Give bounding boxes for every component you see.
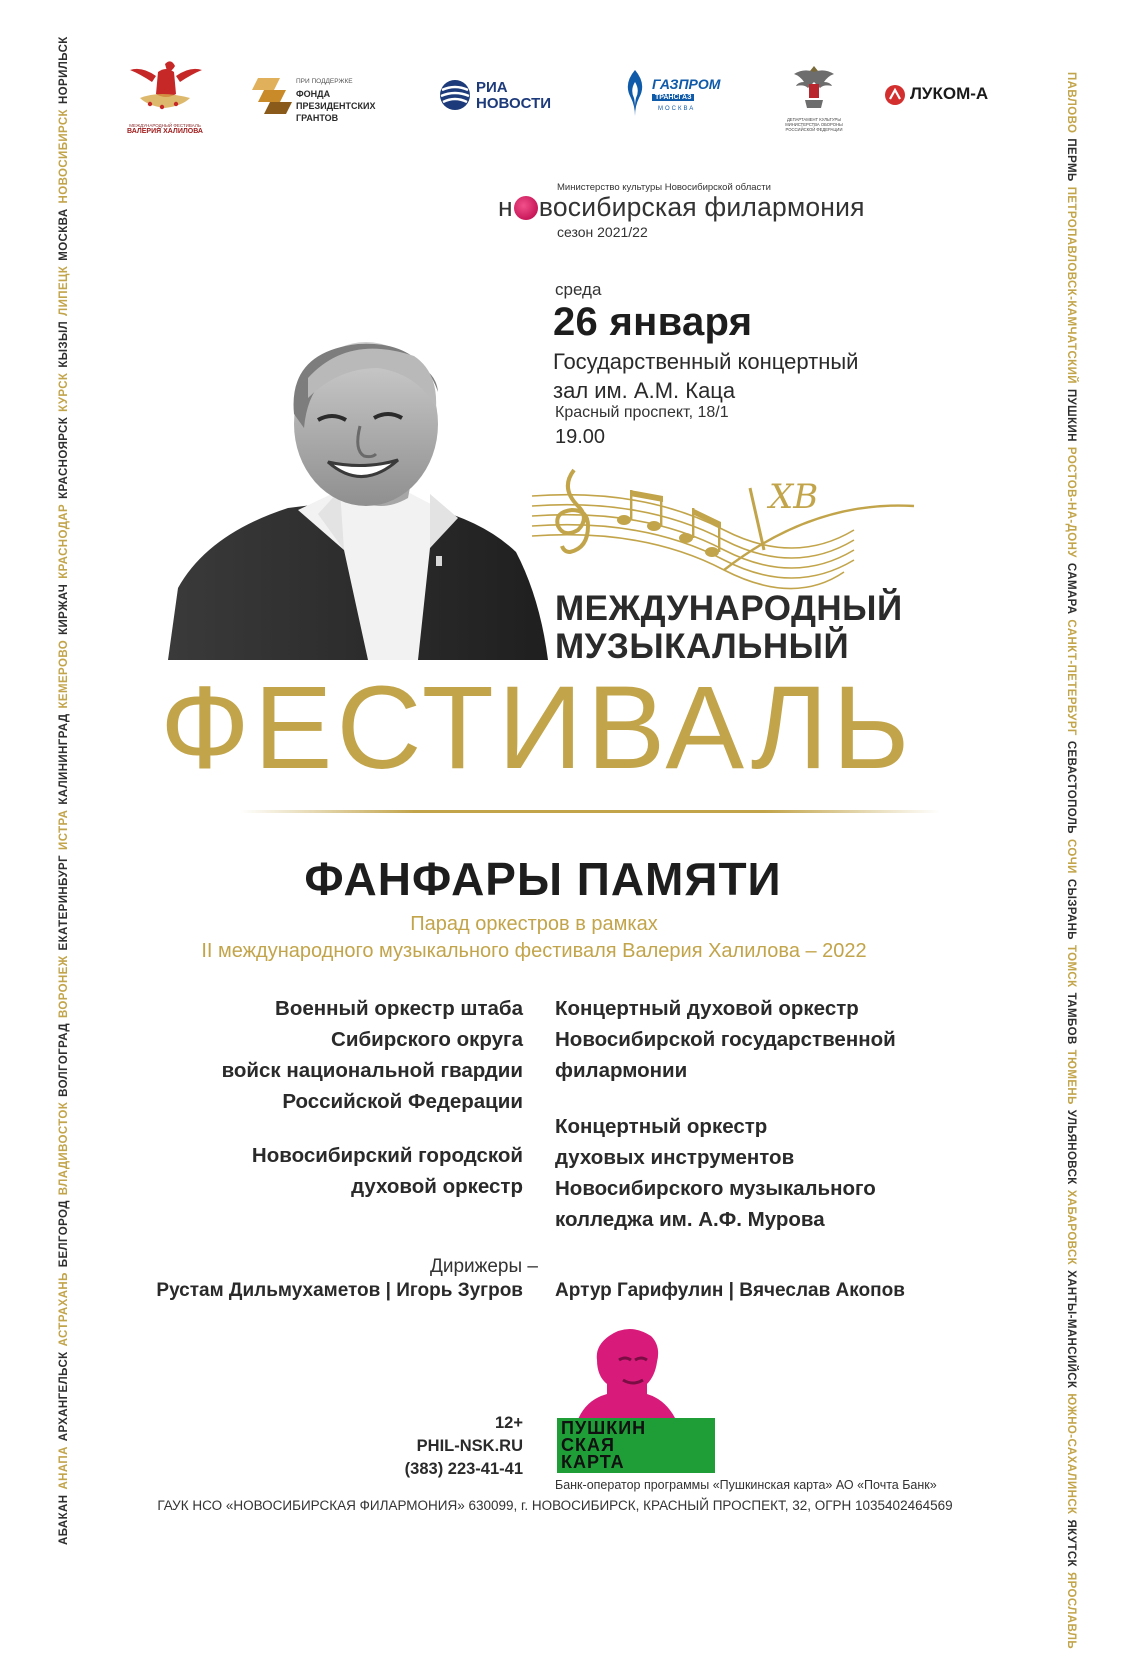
concert-subtitle-2: II международного музыкального фестиваля Валерия Халилова – 2022 [201,940,867,962]
festival-monogram: ХВ [769,477,819,517]
side-city-name: ТЮМЕНЬ [1065,1049,1077,1105]
concert-subtitle-1: Парад оркестров в рамках [410,913,658,935]
presidential-grants-icon [252,72,294,114]
phone-number[interactable]: (383) 223-41-41 [404,1460,523,1478]
side-city-name: НОВОСИБИРСК [58,109,70,204]
grants-top-line: ПРИ ПОДДЕРЖКЕ [296,78,353,85]
pushkin-label-line-3: КАРТА [561,1452,625,1472]
ministry-caption: Министерство культуры Новосибирской области [557,182,771,193]
orchestra-line: колледжа им. А.Ф. Мурова [555,1208,825,1231]
gold-divider [240,810,940,813]
conductor-portrait [168,338,548,660]
event-time: 19.00 [555,426,606,448]
grants-line-3: ГРАНТОВ [296,113,339,123]
orchestra-city-brass [252,1140,523,1202]
conductors-right: Артур Гарифулин | Вячеслав Акопов [555,1280,905,1301]
festival-title: ФЕСТИВАЛЬ [160,662,914,794]
side-city-name: СОЧИ [1065,838,1077,874]
lukom-emblem-icon [884,84,906,106]
pushkin-card-logo [555,1326,711,1474]
side-city-name: ЕКАТЕРИНБУРГ [58,854,70,951]
pushkin-card-label [557,1418,715,1473]
pushkin-label-line-2: СКАЯ [561,1435,615,1455]
side-city-name: КЫЗЫЛ [58,320,70,368]
pushkin-bust-icon [569,1326,689,1422]
ria-globe-icon [438,78,472,112]
contacts-block [405,1412,523,1481]
orchestra-line: духовых инструментов [555,1146,795,1169]
side-city-name: НОРИЛЬСК [58,36,70,105]
ria-line-2: НОВОСТИ [476,95,552,112]
gazprom-flame-icon [620,68,650,118]
orchestra-murov-college [555,1111,876,1235]
side-city-name: ВОЛГОГРАД [58,1023,70,1097]
side-city-name: ИСТРА [58,809,70,850]
side-city-name: МОСКВА [58,208,70,261]
event-date: 26 января [553,300,753,344]
side-city-name: ХАБАРОВСК [1065,1189,1077,1266]
orchestra-line: Концертный духовой оркестр [555,997,859,1020]
philharmonic-name-prefix: н [498,192,513,222]
gazprom-transgaz-logo [620,68,720,122]
side-city-name: АНАПА [58,1446,70,1490]
orchestra-line: Военный оркестр штаба [275,997,523,1020]
side-city-name: ЛИПЕЦК [58,265,70,316]
side-city-name: АРХАНГЕЛЬСК [58,1351,70,1442]
side-city-name: АСТРАХАНЬ [58,1272,70,1347]
lukom-a-logo [884,82,1024,112]
ria-novosti-logo [438,78,578,118]
conductors-left: Рустам Дильмухаметов | Игорь Зугров [156,1280,523,1301]
khalilov-festival-logo [115,58,215,136]
side-city-name: ПУШКИН [1065,388,1077,442]
side-city-name: КРАСНОДАР [58,503,70,579]
presidential-grants-logo [252,72,412,132]
side-city-name: САМАРА [1065,562,1077,615]
side-city-name: КИРЖАЧ [58,583,70,635]
venue-line-2: зал им. А.М. Каца [553,378,736,403]
orchestra-line: Новосибирского музыкального [555,1177,876,1200]
event-venue [553,347,858,405]
khalilov-logo-name: ВАЛЕРИЯ ХАЛИЛОВА [127,128,203,135]
age-rating: 12+ [495,1414,523,1432]
season-label: сезон 2021/22 [557,224,648,240]
side-city-name: КУРСК [58,372,70,412]
side-city-name: ЯРОСЛАВЛЬ [1065,1571,1077,1650]
orchestra-line: Новосибирской государственной [555,1028,896,1051]
orchestra-line: Концертный оркестр [555,1115,768,1138]
side-city-name: БЕЛГОРОД [58,1200,70,1268]
music-ornament [524,460,924,590]
event-address: Красный проспект, 18/1 [555,404,729,421]
footer-legal: ГАУК НСО «НОВОСИБИРСКАЯ ФИЛАРМОНИЯ» 630099, г. НОВОСИБИРСК, КРАСНЫЙ ПРОСПЕКТ, 32, ОГРН 1035402464569 [157,1498,953,1513]
side-city-name: ПЕТРОПАВЛОВСК-КАМЧАТСКИЙ [1065,186,1077,384]
side-city-name: КРАСНОЯРСК [58,416,70,499]
grants-line-2: ПРЕЗИДЕНТСКИХ [296,101,376,111]
side-city-name: ПЕРМЬ [1065,138,1077,182]
side-city-name: ЯКУТСК [1065,1519,1077,1567]
event-weekday: среда [555,280,602,299]
orchestra-line: Новосибирский городской [251,1144,523,1167]
treble-clef-icon [557,470,588,552]
eagle-emblem-icon [791,62,837,110]
website-link[interactable]: PHIL-NSK.RU [416,1437,523,1455]
grants-line-1: ФОНДА [296,89,331,99]
orchestra-line: духовой оркестр [351,1175,523,1198]
military-culture-department-logo [778,62,850,136]
gazprom-line-3: МОСКВА [658,106,696,112]
gazprom-line-2: ТРАНСГАЗ [652,94,694,101]
side-city-name: КЕМЕРОВО [58,639,70,709]
side-city-name: ПАВЛОВО [1065,72,1077,134]
orchestra-philharmonic-brass [555,993,896,1086]
side-city-name: САНКТ-ПЕТЕРБУРГ [1065,619,1077,736]
orchestra-line: филармонии [555,1059,688,1082]
side-city-name: СЫЗРАНЬ [1065,878,1077,940]
side-city-name: КАЛИНИНГРАД [58,713,70,805]
bank-operator-note: Банк-оператор программы «Пушкинская карта» АО «Почта Банк» [555,1478,937,1492]
conductor-figure-icon [120,58,210,116]
pushkin-label-line-1: ПУШКИН [561,1418,647,1438]
military-caption-1: ДЕПАРТАМЕНТ КУЛЬТУРЫ [786,117,842,122]
side-city-name: ТОМСК [1065,944,1077,988]
orchestra-national-guard [222,993,523,1117]
ria-line-1: РИА [476,79,508,96]
side-city-name: РОСТОВ-НА-ДОНУ [1065,446,1077,558]
concert-title: ФАНФАРЫ ПАМЯТИ [304,853,782,905]
side-cities-left [57,31,71,1545]
khalilov-logo-caption: МЕЖДУНАРОДНЫЙ ФЕСТИВАЛЬ [129,123,201,128]
conductors-label: Дирижеры – [429,1256,538,1277]
gazprom-line-1: ГАЗПРОМ [652,76,721,92]
philharmonic-pink-o-icon [514,196,538,220]
side-city-name: ВОРОНЕЖ [58,955,70,1019]
orchestra-line: войск национальной гвардии [221,1059,523,1082]
orchestra-line: Российской Федерации [282,1090,523,1113]
festival-line-2: МУЗЫКАЛЬНЫЙ [555,627,850,666]
side-city-name: СЕВАСТОПОЛЬ [1065,740,1077,834]
military-caption-3: РОССИЙСКОЙ ФЕДЕРАЦИИ [785,127,843,132]
side-city-name: ХАНТЫ-МАНСИЙСК [1065,1270,1077,1389]
side-city-name: ЮЖНО-САХАЛИНСК [1065,1393,1077,1515]
philharmonic-name-rest: восибирская филармония [538,192,865,222]
philharmonic-name [498,192,865,223]
side-city-name: ВЛАДИВОСТОК [58,1101,70,1196]
military-caption-2: МИНИСТЕРСТВА ОБОРОНЫ [785,122,843,127]
side-city-name: АБАКАН [58,1494,70,1545]
venue-line-1: Государственный концертный [553,349,859,374]
festival-line-1: МЕЖДУНАРОДНЫЙ [555,589,903,628]
side-city-name: УЛЬЯНОВСК [1065,1109,1077,1185]
orchestra-line: Сибирского округа [331,1028,523,1051]
lukom-name: ЛУКОМ-А [910,84,989,103]
side-city-name: ТАМБОВ [1065,992,1077,1045]
